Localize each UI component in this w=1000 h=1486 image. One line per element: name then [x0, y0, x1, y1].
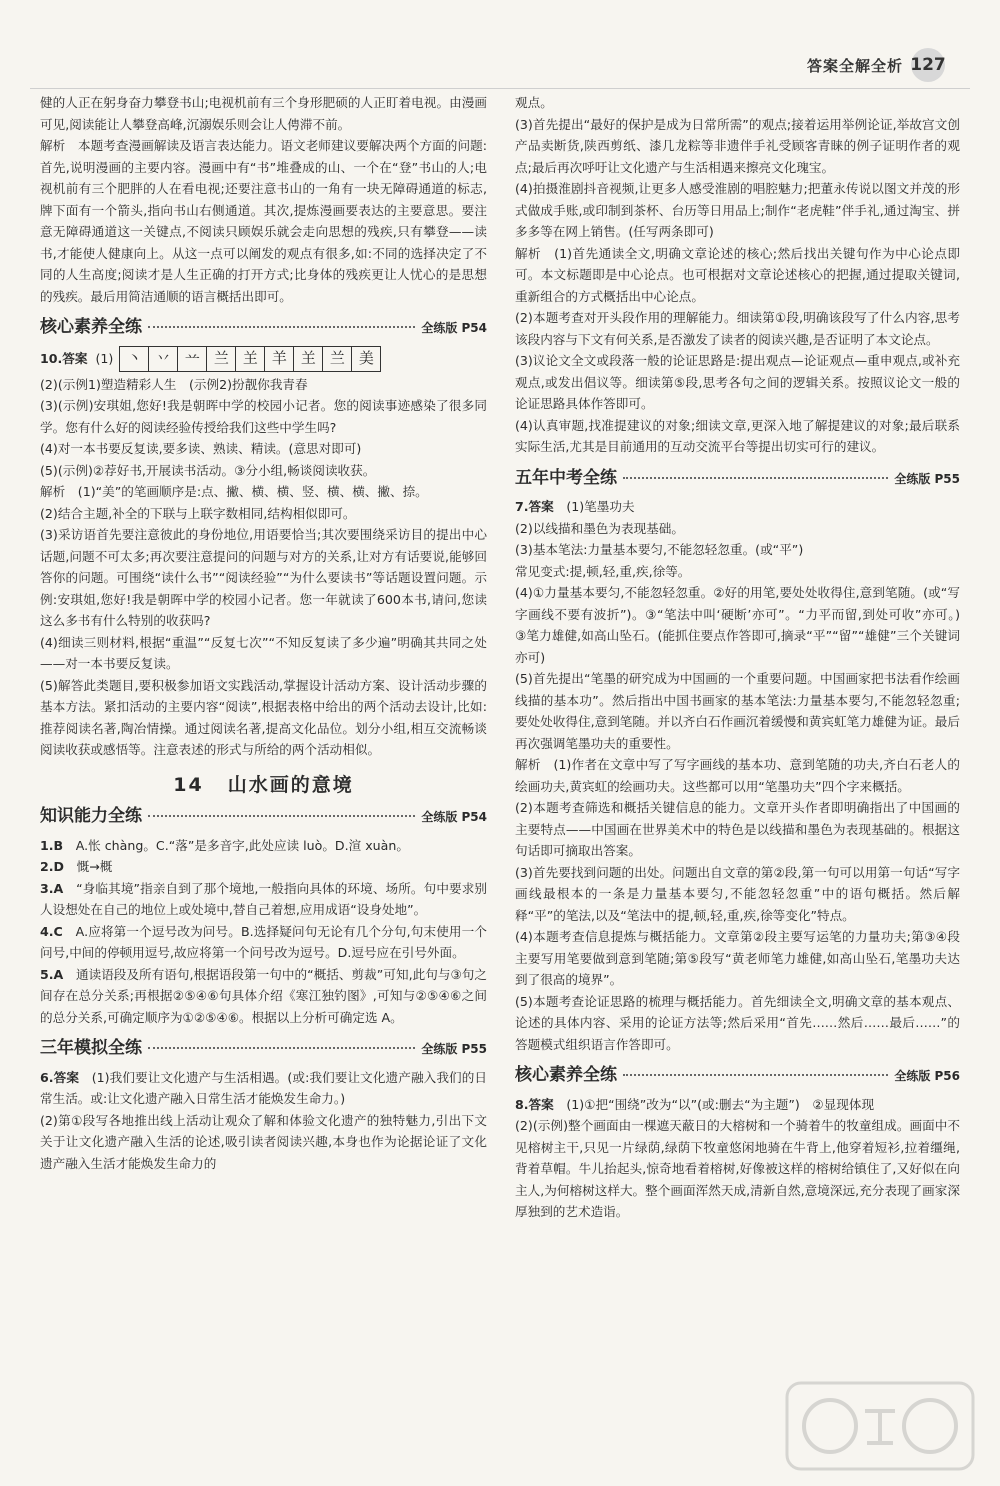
answer-line: (2)(示例1)塑造精彩人生 (示例2)扮靓你我青春	[40, 376, 308, 392]
analysis-line: 解析 (1)作者在文章中写了写字画线的基本功、意到笔随的功夫,齐白石老人的绘画功夫,黄宾虹的绘画功夫。这些都可以用“笔墨功夫”四个字来概括。	[515, 757, 960, 794]
section-title: 核心素养全练	[515, 1065, 617, 1085]
section-heading	[515, 1065, 960, 1088]
answer-line: (5)首先提出“笔墨的研究成为中国画的一个重要问题。中国画家把书法看作绘画线描的基本功”。然后指出中国书画家的基本笔法:力量基本要匀,不能忽轻忽重;要处处收得住,意到笔随。并以齐白石作画沉着缓慢和黄宾虹笔力雄健为证。最后再次强调笔墨功夫的重要性。	[515, 671, 960, 751]
analysis-line: (4)细读三则材料,根据“重温”“反复七次”“不知反复读了多少遍”明确其共同之处——对一本书要反复读。	[40, 634, 487, 671]
answer-line: (4)对一本书要反复读,要多读、熟读、精读。(意思对即可)	[40, 441, 362, 456]
answer-line: (4)①力量基本要匀,不能忽轻忽重。②好的用笔,要处处收得住,意到笔随。(或“写字画线不要有波折”)。③“笔法中叫‘硬断’亦可”。“力平而留,到处可收”亦可。) ③笔力雄健,如高山坠石。(能抓住要点作答即可,摘录“平”“留”“雄健”三个关键词亦可)	[515, 585, 973, 665]
section-dots	[623, 477, 888, 479]
analysis-line: (5)本题考查论证思路的梳理与概括能力。首先细读全文,明确文章的基本观点、论述的具体内容、采用的论证方法等;然后采用“首先……然后……最后……”的答题模式组织语言作答即可。	[515, 993, 960, 1052]
section-heading	[40, 317, 487, 340]
section-tag: 全练版 P54	[421, 810, 487, 824]
analysis-paragraph: 解析 本题考查漫画解读及语言表达能力。语文老师建议要解决两个方面的问题:首先,说明漫画的主要内容。漫画中有“书”堆叠成的山、一个在“登”书山的人;电视机前有三个肥胖的人在看电视;还要注意书山的一角有一块无障碍通道的标志,牌下面有一个箭头,指向书山右侧通道。其次,提炼漫画要表达的主要意思。要注意无障碍通道这一关键点,不阅读只顾娱乐就会走向思想的残疾,只有攀登——读书,才能使人健康向上。从这一点可以阐发的观点有很多,如:不同的选择决定了不同的人生高度;阅读才是人生正确的打开方式;比身体的残疾更让人忧心的是思想的残疾。最后用简洁通顺的语言概括出即可。	[40, 138, 487, 304]
mc-number: 1.B	[40, 837, 64, 853]
stroke-order-grid	[119, 346, 381, 372]
analysis-line: 解析 (1)首先通读全文,明确文章论述的核心;然后找出关键句作为中心论点即可。本文标题即是中心论点。也可根据对文章论述核心的把握,通过提取关键词,重新组合的方式概括出中心论点。	[515, 245, 960, 304]
answer-line	[515, 496, 960, 518]
right-column	[515, 92, 973, 1223]
answer-line: (2)(示例)整个画面由一棵遮天蔽日的大榕树和一个骑着牛的牧童组成。画面中不见榕树主干,只见一片绿荫,绿荫下牧童悠闲地骑在牛背上,他穿着短衫,拉着缰绳,背着草帽。牛儿抬起头,惊奇地看着榕树,好像被这样的榕树给镇住了,又好似在向主人,为何榕树这样大。整个画面浑然天成,清新自然,意境深远,充分表现了画家深厚独到的艺术造诣。	[515, 1118, 960, 1219]
answer-line: (2)以线描和墨色为表现基础。	[515, 520, 684, 536]
mc-text: 通读语段及所有语句,根据语段第一句中的“概括、剪裁”可知,此句与③句之间存在总分关系;再根据②⑤④⑥句具体介绍《寒江独钓图》,可知与②⑤④⑥之间的总分关系,可确定顺序为①②⑤④⑥。根据以上分析可确定选 A。	[40, 966, 487, 1025]
top-divider	[30, 88, 970, 89]
question-label: 10.答案	[40, 350, 88, 366]
q10-row	[40, 346, 487, 372]
section-title: 知识能力全练	[40, 806, 142, 826]
analysis-line: (3)首先要找到问题的出处。问题出自文章的第②段,第一句可以用第一句话“写字画线最根本的一条是力量基本要匀,不能忽轻忽重”中的语句概括。然后解释“平”的笔法,以及“笔法中的提,顿,轻,重,疾,徐等变化”特点。	[515, 864, 960, 923]
section-title: 核心素养全练	[40, 317, 142, 337]
section-dots	[148, 326, 415, 328]
stroke-cell: 丶	[120, 347, 149, 371]
section-dots	[148, 1047, 415, 1049]
analysis-line: (2)本题考查筛选和概括关键信息的能力。文章开头作者即明确指出了中国画的主要特点——中国画在世界美术中的特色是以线描和墨色为表现基础的。根据这句话即可摘取出答案。	[515, 800, 960, 858]
lesson-number: 14	[173, 773, 204, 796]
answer-line: (2)第①段写各地推出线上活动让观众了解和体验文化遗产的独特魅力,引出下文关于让文化遗产融入生活的论述,吸引读者阅读兴趣,本身也作为论据论证了文化遗产融入生活才能焕发生命力的	[40, 1112, 487, 1171]
page-number: 127	[911, 48, 945, 82]
answer-line: (3)(示例)安琪姐,您好!我是朝晖中学的校园小记者。您的阅读事迹感染了很多同学。您有什么好的阅读经验传授给我们这些中学生吗?	[40, 398, 487, 435]
stroke-cell: 兰	[207, 347, 236, 371]
question-label: 7.答案	[515, 499, 554, 514]
mc-text: “身临其境”指亲自到了那个境地,一般指向具体的环境、场所。句中要求别人设想处在自己的地位上或处境中,替自己着想,应用成语“设身处地”。	[40, 880, 488, 917]
analysis-line: (2)结合主题,补全的下联与上联字数相同,结构相似即可。	[40, 505, 356, 521]
section-tag: 全练版 P56	[894, 1069, 960, 1083]
answer-line	[40, 1067, 487, 1110]
analysis-line: (2)本题考查对开头段作用的理解能力。细读第①段,明确该段写了什么内容,思考该段内容与下文有何关系,是否激发了读者的阅读兴趣,是否证明了本文论点。	[515, 310, 960, 347]
stroke-cell: 兰	[323, 347, 352, 371]
analysis-line: (3)采访语首先要注意彼此的身份地位,用语要恰当;其次要围绕采访目的提出中心话题,问题不可太多;再次要注意提问的问题与对方的关系,让对方有话要说,能够回答你的问题。可围绕“读什么书”“阅读经验”“为什么要读书”等话题设置问题。示例:安琪姐,您好!我是朝晖中学的校园小记者。您一年就读了600本书,请问,您读这么多书有什么特别的收获吗?	[40, 527, 487, 628]
mc-answer	[40, 835, 487, 857]
answer-text: (1)我们要让文化遗产与生活相遇。(或:我们要让文化遗产融入我们的日常生活。或:让文化遗产融入日常生活才能焕发生命力。)	[40, 1069, 487, 1106]
question-label: 8.答案	[515, 1096, 554, 1112]
mc-text: 慨→概	[76, 859, 113, 874]
mc-answer	[40, 964, 487, 1029]
stroke-cell: 𦍌	[236, 347, 265, 371]
analysis-line: (3)议论文全文或段落一般的论证思路是:提出观点—论证观点—重申观点,或补充观点,或发出倡议等。细读第⑤段,思考各句之间的逻辑关系。按照议论文一般的论证思路具体作答即可。	[515, 353, 960, 411]
answer-text: (1)笔墨功夫	[566, 499, 635, 514]
mc-number: 5.A	[40, 966, 64, 982]
stroke-cell: 羊	[265, 347, 294, 371]
analysis-line: (5)解答此类题目,要积极参加语文实践活动,掌握设计活动方案、设计活动步骤的基本方法。紧扣活动的主要内容“阅读”,根据表格中给出的两个活动去设计,比如:推荐阅读名著,陶冶情操。通过阅读名著,提高文化品位。划分小组,相互交流畅谈阅读收获或感悟等。注意表述的形式与所给的两个活动相似。	[40, 677, 487, 757]
section-dots	[623, 1074, 888, 1076]
answer-line: (4)拍摄淮剧抖音视频,让更多人感受淮剧的唱腔魅力;把董永传说以图文并茂的形式做成手账,或印制到茶杯、台历等日用品上;制作“老虎鞋”伴手礼,通过淘宝、拼多多等在网上销售。(任写两条即可)	[515, 181, 960, 239]
section-tag: 全练版 P54	[421, 321, 487, 335]
section-title: 五年中考全练	[515, 467, 617, 488]
answer-line: 观点。	[515, 95, 553, 110]
intro-paragraph: 健的人正在躬身奋力攀登书山;电视机前有三个身形肥硕的人正盯着电视。由漫画可见,阅读能让人攀登高峰,沉溺娱乐则会让人俜滞不前。	[40, 95, 487, 132]
answer-line	[515, 1094, 960, 1116]
answer-line: (3)基本笔法:力量基本要匀,不能忽轻忽重。(或“平”)	[515, 542, 804, 557]
mc-number: 2.D	[40, 859, 65, 874]
mc-text: A.怅 chàng。C.“落”是多音字,此处应读 luò。D.渲 xuàn。	[75, 837, 409, 853]
left-column	[40, 92, 487, 1174]
header-title: 答案全解全析	[806, 56, 903, 75]
section-heading	[40, 1038, 487, 1061]
section-heading	[515, 468, 960, 491]
analysis-line: (4)认真审题,找准提建议的对象;细读文章,更深入地了解提建议的对象;最后联系实际生活,尤其是目前通用的互动交流平台等提出切实可行的建议。	[515, 417, 960, 454]
stroke-cell: 𦍌	[294, 347, 323, 371]
stroke-cell: 美	[358, 348, 374, 367]
answer-text: (1)①把“围绕”改为“以”(或:删去“为主题”) ②显现体现	[566, 1096, 875, 1112]
page-header	[807, 48, 945, 82]
lesson-name: 山水画的意境	[227, 773, 354, 796]
answer-line: 常见变式:提,顿,轻,重,疾,徐等。	[515, 563, 691, 579]
section-heading	[40, 806, 487, 829]
section-tag: 全练版 P55	[894, 471, 960, 486]
lesson-title	[40, 775, 487, 797]
mc-answer	[40, 856, 487, 878]
analysis-line: (4)本题考查信息提炼与概括能力。文章第②段主要写运笔的力量功夫;第③④段主要写用笔要做到意到笔随;第⑤段写“黄老师笔力雄健,如高山坠石,笔墨功夫达到了很高的境界”。	[515, 929, 960, 987]
mc-number: 3.A	[40, 880, 64, 896]
answer-line: (3)首先提出“最好的保护是成为日常所需”的观点;接着运用举例论证,举故宫文创产品卖断货,陕西剪纸、漆几龙粽等非遗伴手礼受顾客青睐的例子证明作者的观点;最后再次呼吁让文化遗产与生活相遇来擦亮文化瑰宝。	[515, 116, 960, 175]
section-tag: 全练版 P55	[421, 1042, 487, 1056]
answer-line: (5)(示例)②荐好书,开展读书活动。③分小组,畅谈阅读收获。	[40, 462, 376, 478]
mc-answer	[40, 878, 487, 921]
section-dots	[148, 815, 415, 817]
question-label: 6.答案	[40, 1069, 80, 1085]
section-title: 三年模拟全练	[40, 1038, 142, 1058]
stroke-cell: 丷	[149, 347, 178, 371]
watermark-logo	[785, 1381, 975, 1471]
mc-answer	[40, 921, 487, 964]
mc-number: 4.C	[40, 923, 63, 939]
stroke-cell: 䒑	[178, 347, 207, 371]
mc-text: A.应将第一个逗号改为问号。B.选择疑问句无论有几个分句,句末使用一个问号,中间的停顿用逗号,故应将第一个问号改为逗号。D.逗号应在引号外面。	[40, 923, 487, 960]
sub-number: (1)	[95, 350, 114, 366]
analysis-line: 解析 (1)“美”的笔画顺序是:点、撇、横、横、竖、横、横、撇、捺。	[40, 484, 428, 499]
